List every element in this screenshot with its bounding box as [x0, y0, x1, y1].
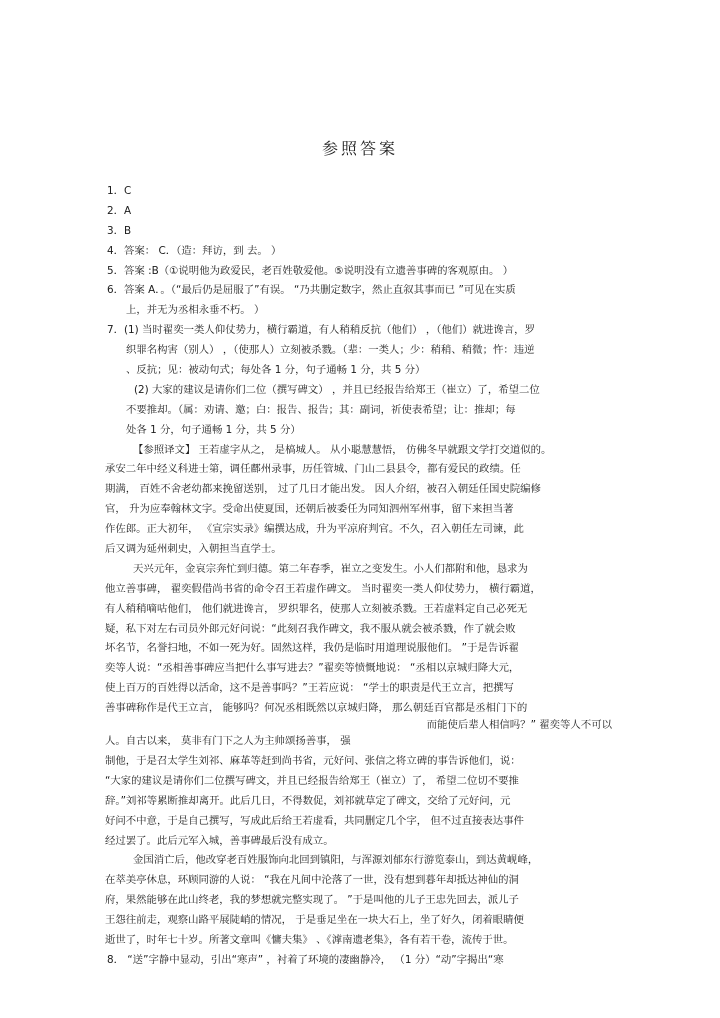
- answer-item-4: 4．答案： C．（造：拜访，到 去。 ）: [107, 244, 282, 257]
- translation-line: 人。自古以来， 莫非有门下之人为主帅颂扬善事， 强: [105, 735, 351, 748]
- answer-item-1: 1．C: [107, 185, 132, 197]
- translation-line: 经过罢了。此后元军入城，善事碑最后没有成立。: [105, 834, 334, 847]
- page-title: 参照答案: [321, 139, 398, 158]
- answer-item-2: 2．A: [107, 204, 132, 217]
- translation-line: 制他，于是召太学生刘祁、麻革等赶到尚书省，元好问、张信之将立碑的事告诉他们，说：: [105, 754, 521, 767]
- translation-line: 府，果然能够在此山终老，我的梦想就完整实现了。 ”于是叫他的儿子王忠先回去，派儿子: [105, 894, 519, 907]
- translation-line: 他立善事碑， 翟奕假借尚书省的命令召王若虚作碑文。 当时翟奕一类人仰仗势力， 横行霸道，: [105, 582, 541, 595]
- translation-line: 奕等人说：“丞相善事碑应当把什么事写进去？”翟奕等愤慨地说： “丞相以京城归降大元，: [105, 662, 520, 675]
- translation-line: 官， 升为应奉翰林文字。受命出使夏国，还朝后被委任为同知泗州军州事，留下来担当著: [105, 503, 514, 516]
- translation-line: 逝世了，时年七十岁。所著文章叫《慵夫集》 、《滹南遗老集》，各有若干卷，流传于世。: [105, 933, 514, 946]
- translation-line: 有人稍稍嘀咕他们， 他们就进谗言， 罗织罪名，使那人立刻被杀戮。王若虚料定自己必死无: [105, 602, 528, 615]
- translation-line: 使上百万的百姓得以活命，这不是善事吗？”王若应说： “学士的职责是代王立言，把撰写: [105, 682, 514, 695]
- translation-line: 辞。”刘祁等累断推却离开。此后几日，不得数促，刘祁就草定了碑文，交给了元好问，元: [105, 794, 511, 807]
- answer-item-7-part2: (2) 大家的建议是请你们二位（撰写碑文） ，并且已经报告给郑王（崔立）了，希望二位: [134, 383, 540, 396]
- translation-paragraph-start: 金国消亡后，他改穿老百姓服饰向北回到镇阳，与浑源刘郁东行游览泰山，到达黄岘峰，: [133, 854, 539, 867]
- translation-line: 王怨往前走，观察山路平展陡峭的情况， 于是垂足坐在一块大石上，坐了好久，闭着眼睛便: [105, 914, 524, 927]
- translation-line: 后又调为延州刺史，入朝担当直学士。: [105, 543, 282, 556]
- translation-line: 好问不中意，于是自己撰写，写成此后给王若虚看，共同删定几个字， 但不过直接表达事件: [105, 814, 524, 827]
- translation-line: 作佐郎。正大初年， 《宣宗实录》编撰达成，升为平凉府判官。不久，召入朝任左司谏，此: [105, 523, 524, 536]
- translation-line: 善事碑称作是代王立言， 能够吗？何况丞相既然以京城归降， 那么朝廷百官都是丞相门下的: [105, 702, 528, 715]
- answer-item-5: 5．答案 :B（①说明他为政爱民，老百姓敬爱他。⑤说明没有立遗善事碑的客观原由。 ）: [107, 264, 514, 277]
- answer-item-8: 8． “送”字静中显动，引出“寒声” ，衬着了环境的凄幽静冷， （1 分）“动”字揭出“寒: [107, 953, 504, 966]
- answer-item-7-cont: 织罪名构害（别人） ，（使那人）立刻被杀戮。（辈：一类人；少：稍稍、稍微；忤：违逆: [126, 344, 535, 357]
- answer-item-7: 7．(1) 当时翟奕一类人仰仗势力，横行霸道，有人稍稍反抗（他们） ，（他们）就进谗言，罗: [107, 324, 535, 337]
- answer-item-7-cont: 、反抗；见：被动句式；每处各 1 分，句子通畅 1 分，共 5 分）: [126, 364, 426, 377]
- answer-item-6-cont: 上，并无为丞相永垂不朽。 ）: [126, 304, 265, 317]
- answer-item-7-part2-cont: 处各 1 分，句子通畅 1 分，共 5 分）: [126, 423, 301, 436]
- answer-item-6: 6．答案 A．。（“最后仍是屈服了”有误。 “乃共删定数字，然止直叙其事而已 ”可见在实质: [107, 284, 516, 297]
- translation-heading-line: 【参照译文】 王若虚字从之， 是槁城人。 从小聪慧慧悟， 仿佛冬早就跟文学打交道似的。: [133, 443, 552, 456]
- translation-line: 而能使后辈人相信吗？” 翟奕等人不可以: [426, 719, 612, 732]
- translation-paragraph-start: 天兴元年，金哀宗奔忙到归德。第二年春季，崔立之变发生。小人们都附和他，恳求为: [133, 562, 528, 575]
- translation-line: “大家的建议是请你们二位撰写碑文，并且已经报告给郑王（崔立）了， 希望二位切不要推: [105, 774, 519, 787]
- answer-body: [107, 182, 612, 971]
- translation-line: 在萃美亭休息，环顾同游的人说： “我在凡间中沦落了一世，没有想到暮年却抵达神仙的洞: [105, 874, 519, 887]
- translation-line: 疑，私下对左右司员外郎元好问说：“此刻召我作碑文，我不服从就会被杀戮，作了就会败: [105, 622, 516, 635]
- answer-item-3: 3．B: [107, 224, 132, 237]
- translation-line: 坏名节，名誉扫地，不如一死为好。固然这样，我仍是临时用道理说服他们。 ”于是告诉翟: [105, 642, 519, 655]
- translation-line: 承安二年中经义科进士第，调任鄜州录事，历任管城、门山二县县令，都有爱民的政绩。任: [105, 463, 521, 476]
- answer-item-7-part2-cont: 不要推却。（属：劝请、邀；白：报告、报告；其：副词，祈使表希望；让：推却；每: [126, 403, 516, 416]
- translation-line: 期满， 百姓不舍老幼都来挽留送别， 过了几日才能出发。 因人介绍，被召入朝廷任国史院编修: [105, 483, 541, 496]
